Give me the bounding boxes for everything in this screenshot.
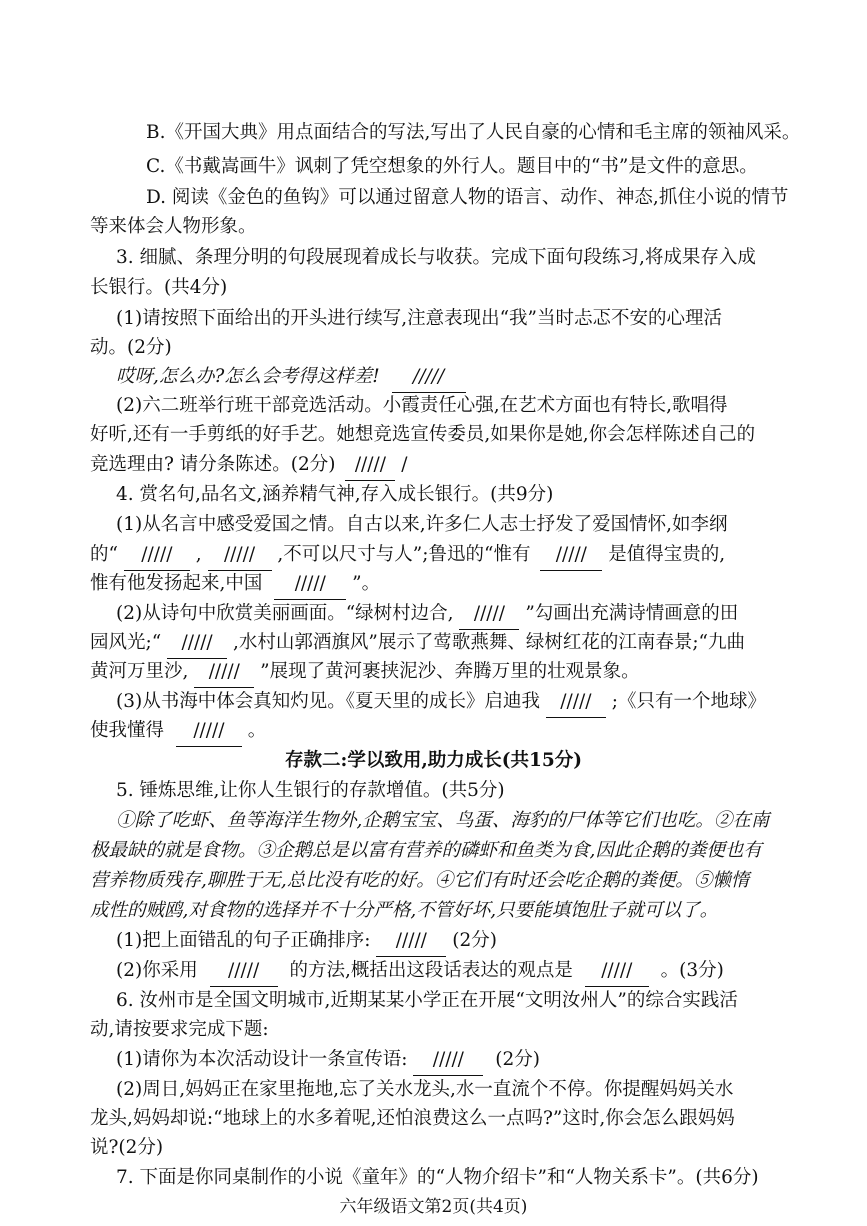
q4-2-text-b: ”勾画出充满诗情画意的田 [525, 603, 739, 624]
q3-2-line2: 好听,还有一手剪纸的好手艺。她想竞选宣传委员,如果你是她,你会怎样陈述自己的 [90, 424, 756, 445]
q5-2-text-b: 的方法,概括出这段话表达的观点是 [289, 960, 573, 981]
q3-2-tail-mark: / [401, 454, 408, 475]
q4-2-text-e: 黄河万里沙, [90, 661, 189, 682]
q4-1-line1: (1)从名言中感受爱国之情。自古以来,许多仁人志士抒发了爱国情怀,如李纲 [116, 514, 728, 535]
q4-2-line3 [90, 657, 640, 688]
q4-2-text-d: ,水村山郭酒旗风”展示了莺歌燕舞、绿树红花的江南春景;“九曲 [232, 632, 746, 653]
option-d-line2: 等来体会人物形象。 [90, 216, 257, 237]
q6-2-line2: 龙头,妈妈却说:“地球上的水多着呢,还怕浪费这么一点吗?”这时,你会怎么跟妈妈 [90, 1108, 735, 1129]
answer-blank[interactable]: ///// [413, 1045, 483, 1076]
answer-blank[interactable]: ///// [376, 926, 446, 957]
q4-1-text-c: ,不可以尺寸与人”;鲁迅的“惟有 [277, 544, 531, 565]
q4-1-text-d: 是值得宝贵的, [608, 544, 726, 565]
answer-blank[interactable]: ///// [124, 540, 190, 571]
q4-3-text-c: 使我懂得 [90, 720, 165, 741]
answer-blank[interactable]: ///// [194, 657, 254, 688]
q5-2-text-a: (2)你采用 [116, 960, 198, 981]
option-d-line1: D. 阅读《金色的鱼钩》可以通过留意人物的语言、动作、神态,抓住小说的情节 [146, 187, 789, 208]
q5-1-text: (1)把上面错乱的句子正确排序: [116, 930, 371, 951]
q5-passage-line2: 极最缺的就是食物。③企鹅总是以富有营养的磷虾和鱼类为食,因此企鹅的粪便也有 [90, 840, 762, 861]
q4-2-text-f: ”展现了黄河裹挟泥沙、奔腾万里的壮观景象。 [260, 661, 640, 682]
answer-blank[interactable]: ///// [167, 628, 227, 659]
page-footer: 六年级语文第2页(共4页) [339, 1197, 528, 1217]
q4-3-line1 [116, 687, 766, 718]
q4-stem: 4. 赏名句,品名文,涵养精气神,存入成长银行。(共9分) [116, 484, 554, 505]
q3-2-line3 [90, 450, 408, 481]
q4-1-text-a: 的“ [90, 544, 118, 565]
q4-1-line2 [90, 540, 725, 571]
answer-blank[interactable]: ///// [176, 716, 242, 747]
q4-1-text-f: ”。 [352, 573, 381, 594]
answer-blank[interactable]: ///// [274, 569, 346, 600]
q5-passage-line3: 营养物质残存,聊胜于无,总比没有吃的好。④它们有时还会吃企鹅的粪便。⑤懒惰 [90, 870, 750, 891]
q7-stem: 7. 下面是你同桌制作的小说《童年》的“人物介绍卡”和“人物关系卡”。(共6分) [116, 1167, 759, 1188]
q4-3-line2 [90, 716, 266, 747]
q5-2-text-c: 。(3分) [660, 960, 724, 981]
option-c: C.《书戴嵩画牛》讽刺了凭空想象的外行人。题目中的“书”是文件的意思。 [146, 156, 758, 177]
answer-blank[interactable]: ///// [585, 956, 649, 987]
q6-2-line3: 说?(2分) [90, 1137, 164, 1158]
q4-2-line2 [90, 628, 745, 659]
q4-2-text-c: 园风光;“ [90, 632, 162, 653]
q5-passage-line1: ①除了吃虾、鱼等海洋生物外,企鹅宝宝、鸟蛋、海豹的尸体等它们也吃。②在南 [116, 810, 770, 831]
q3-stem-line2: 长银行。(共4分) [90, 277, 228, 298]
q5-passage-line4: 成性的贼鸥,对食物的选择并不十分严格,不管好坏,只要能填饱肚子就可以了。 [90, 900, 719, 921]
q4-3-text-a: (3)从书海中体会真知灼见。《夏天里的成长》启迪我 [116, 691, 540, 712]
answer-blank[interactable]: ///// [210, 956, 278, 987]
q3-2-line1: (2)六二班举行班干部竞选活动。小霞责任心强,在艺术方面也有特长,歌唱得 [116, 395, 728, 416]
answer-blank[interactable]: ///// [208, 540, 272, 571]
answer-blank[interactable]: ///// [459, 599, 519, 630]
q4-3-text-d: 。 [247, 720, 267, 741]
q5-1-line [116, 926, 497, 957]
q6-1-score: (2分) [495, 1049, 540, 1070]
q3-stem-line1: 3. 细腻、条理分明的句段展现着成长与收获。完成下面句段练习,将成果存入成 [116, 247, 756, 268]
q3-1-prompt-text: 哎呀,怎么办?怎么会考得这样差! [116, 366, 380, 387]
q6-stem-line2: 动,请按要求完成下题: [90, 1019, 269, 1040]
answer-blank[interactable]: ///// [392, 362, 466, 393]
q3-2-line3-text: 竞选理由? 请分条陈述。(2分) [90, 454, 336, 475]
q5-stem: 5. 锤炼思维,让你人生银行的存款增值。(共5分) [116, 780, 505, 801]
q6-stem-line1: 6. 汝州市是全国文明城市,近期某某小学正在开展“文明汝州人”的综合实践活 [116, 990, 738, 1011]
q3-1-line2: 动。(2分) [90, 337, 172, 358]
q5-2-line [116, 956, 724, 987]
answer-blank[interactable]: ///// [546, 687, 606, 718]
q6-1-line [116, 1045, 540, 1076]
q4-2-line1 [116, 599, 738, 630]
q4-3-text-b: ;《只有一个地球》 [611, 691, 766, 712]
q4-2-text-a: (2)从诗句中欣赏美丽画面。“绿树村边合, [116, 603, 454, 624]
answer-blank[interactable]: ///// [345, 450, 395, 481]
section-heading: 存款二:学以致用,助力成长(共15分) [284, 750, 583, 771]
option-b: B.《开国大典》用点面结合的写法,写出了人民自豪的心情和毛主席的领袖风采。 [146, 122, 801, 143]
q6-2-line1: (2)周日,妈妈正在家里拖地,忘了关水龙头,水一直流个不停。你提醒妈妈关水 [116, 1079, 734, 1100]
q4-1-line3 [90, 569, 380, 600]
q3-1-prompt [116, 362, 466, 393]
q6-1-text: (1)请你为本次活动设计一条宣传语: [116, 1049, 408, 1070]
q3-1-line1: (1)请按照下面给出的开头进行续写,注意表现出“我”当时忐忑不安的心理活 [116, 308, 723, 329]
q4-1-text-b: , [195, 544, 202, 565]
answer-blank[interactable]: ///// [540, 540, 602, 571]
q5-1-score: (2分) [452, 930, 497, 951]
q4-1-text-e: 惟有他发扬起来,中国 [90, 573, 263, 594]
